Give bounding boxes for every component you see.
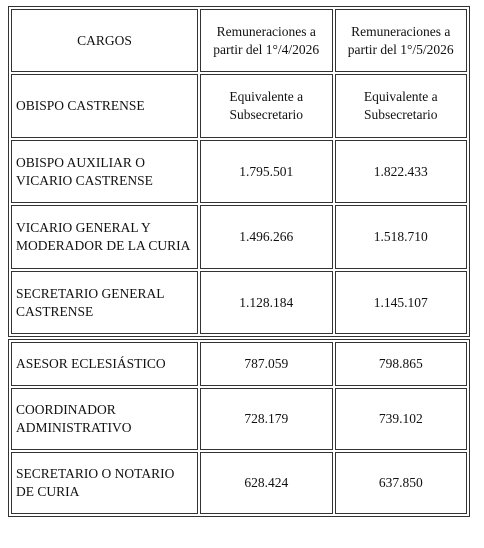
mayo-cell: 1.822.433 — [335, 140, 468, 203]
abril-cell: 787.059 — [200, 342, 333, 386]
abril-cell: 628.424 — [200, 452, 333, 514]
header-mayo: Remuneraciones a partir del 1°/5/2026 — [335, 9, 468, 72]
cargo-cell: OBISPO CASTRENSE — [11, 74, 198, 138]
cargo-cell: SECRETARIO O NOTARIO DE CURIA — [11, 452, 198, 514]
table-row — [11, 452, 467, 514]
abril-cell: Equivalente a Subsecretario — [200, 74, 333, 138]
cargo-cell: VICARIO GENERAL Y MODERADOR DE LA CURIA — [11, 205, 198, 269]
abril-cell: 1.496.266 — [200, 205, 333, 269]
mayo-cell: Equivalente a Subsecretario — [335, 74, 468, 138]
table-row — [11, 388, 467, 450]
table-header-row — [11, 9, 467, 72]
salary-table-1 — [8, 6, 470, 337]
header-abril: Remuneraciones a partir del 1°/4/2026 — [200, 9, 333, 72]
cargo-cell: OBISPO AUXILIAR O VICARIO CASTRENSE — [11, 140, 198, 203]
mayo-cell: 1.518.710 — [335, 205, 468, 269]
table-row — [11, 205, 467, 269]
cargo-cell: COORDINADOR ADMINISTRATIVO — [11, 388, 198, 450]
cargo-cell: ASESOR ECLESIÁSTICO — [11, 342, 198, 386]
salary-document — [8, 6, 470, 517]
abril-cell: 1.128.184 — [200, 271, 333, 334]
header-cargos: CARGOS — [11, 9, 198, 72]
cargo-cell: SECRETARIO GENERAL CASTRENSE — [11, 271, 198, 334]
abril-cell: 728.179 — [200, 388, 333, 450]
salary-table-2 — [8, 339, 470, 517]
table-row — [11, 74, 467, 138]
mayo-cell: 798.865 — [335, 342, 468, 386]
abril-cell: 1.795.501 — [200, 140, 333, 203]
mayo-cell: 1.145.107 — [335, 271, 468, 334]
table-row — [11, 342, 467, 386]
mayo-cell: 739.102 — [335, 388, 468, 450]
table-row — [11, 271, 467, 334]
mayo-cell: 637.850 — [335, 452, 468, 514]
table-row — [11, 140, 467, 203]
